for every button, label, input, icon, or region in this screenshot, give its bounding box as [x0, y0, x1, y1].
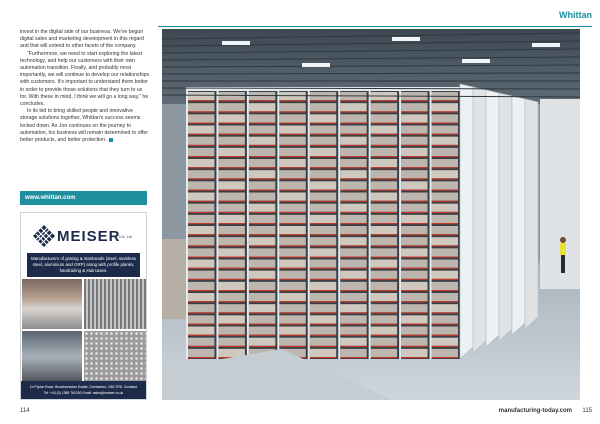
ceiling-walkway-photo	[22, 331, 82, 383]
warehouse-photo	[162, 29, 580, 400]
warehouse-illustration	[162, 29, 580, 400]
meiser-advert[interactable]	[20, 212, 147, 400]
article-paragraph	[20, 108, 150, 144]
page-number-left: 114	[20, 408, 30, 414]
walkway-photo	[22, 279, 82, 329]
advert-address: 1b Poplar Road, Broadmeadow Estate, Dumbarton, G82 2RD, Scotland	[29, 385, 138, 389]
page-number-right: 115	[582, 408, 592, 414]
advert-photo-grid	[22, 279, 146, 383]
article-text	[20, 29, 150, 144]
article-paragraph-text: In its bid to bring skilled people and innovative storage solutions together, Whittan's success seems locked down. As Jon continues on the journey to automation, his business will remain determined to offer better products, and better protection.	[20, 108, 148, 144]
end-mark-icon	[109, 138, 113, 142]
grating-photo	[84, 279, 146, 329]
diamond-grating-icon	[33, 225, 55, 247]
website-link[interactable]: www.whittan.com	[20, 191, 147, 205]
article-paragraph: invest in the digital side of our business. We've begun digital sales and marketing development in this regard and that will extend to other facets of the company.	[20, 29, 144, 50]
advert-contact-strip	[21, 381, 146, 399]
brand-title: Whittan	[559, 10, 592, 20]
advert-company-name: MEISER	[57, 228, 121, 245]
header-divider	[158, 26, 592, 27]
perforated-plank-photo	[84, 331, 146, 383]
advert-contact: Tel: +44 (0) 1389 761000 Email: sales@meiser.co.uk	[43, 391, 124, 395]
advert-company-suffix: U.K. Ltd	[119, 235, 132, 239]
advert-tagline: Manufacturers of grating & stairtreads (steel, stainless steel, aluminium and GRP) along with profile planks, handrailing & staircases.	[27, 253, 140, 277]
footer-site: manufacturing-today.com	[498, 408, 572, 414]
article-paragraph: “Furthermore, we need to start exploring the latest technology, and help our customers with their own automation transition. Finally, and probably most importantly, we will continue to develop our relationships with customers. It's important to understand them better in order to provide those solutions that they turn to us for. With these in mind, I think we will go a long way,” he concludes.	[20, 50, 150, 108]
meiser-logo	[33, 223, 135, 251]
